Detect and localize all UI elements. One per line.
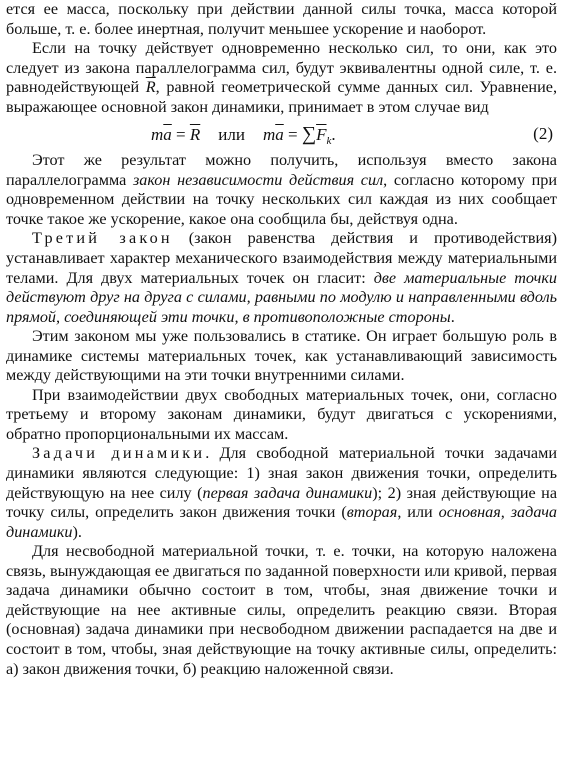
paragraph-8 bbox=[6, 542, 557, 679]
paragraph-4-text-b: . bbox=[450, 307, 455, 326]
paragraph-8-text: Для несвободной материальной точки, т. е. точки, на которую наложена связь, вынуждающая ее двигаться по заданной поверхности или кривой, первая задача динамики обычно состоит в том, чтобы, зная движение точки и действующие на нее активные силы, определить реакцию связи. Вторая (основная) задача динамики при несвободном движении распадается на две и состоит в том, чтобы, зная действующие на точку активные силы, определить: а) закон движения точки, б) реакцию наложенной связи. bbox=[6, 542, 557, 678]
paragraph-7-italic-c: основная, задача динамики bbox=[6, 503, 558, 541]
paragraph-7-text-b: ); 2) зная действующие на точку силы, определить закон движения точки ( bbox=[6, 483, 558, 522]
eq-F: $\overline{F}$ bbox=[316, 125, 327, 145]
paragraph-2-text-a: Если на точку действует одновременно несколько сил, то они, как это следует из закона параллелограмма сил, будут эквивалентны одной силе, т. е. равнодействующей bbox=[6, 39, 557, 97]
paragraph-2-text-b: , равной геометрической сумме данных сил. Уравнение, выражающее основной закон динамики, принимает в этом случае вид bbox=[6, 78, 557, 116]
equation-row bbox=[6, 117, 557, 151]
paragraph-6-text: При взаимодействии двух свободных материальных точек, они, согласно третьему и второму законам динамики, будут двигаться с ускорениями, обратно пропорциональными их массам. bbox=[6, 385, 557, 443]
paragraph-3-text-a: Этот же результат можно получить, используя вместо закона параллелограмма bbox=[6, 151, 557, 189]
eq-or: или bbox=[218, 125, 245, 145]
paragraph-3-text-b: , согласно которому при одновременном действии на точку нескольких сил каждая из них сообщает точке такое же ускорение, какое она сообщила бы, действуя одна. bbox=[6, 170, 558, 228]
paragraph-7-text-d: ). bbox=[72, 522, 82, 541]
paragraph-7-italic-a: первая задача динамики bbox=[202, 483, 373, 502]
eq-k: k bbox=[326, 135, 332, 148]
paragraph-7 bbox=[6, 444, 557, 542]
eq-equals-2: = bbox=[283, 125, 302, 145]
paragraph-1-text: ется ее масса, поскольку при действии данной силы точка, масса которой больше, т. е. более инертная, получит меньшее ускорение и наоборот. bbox=[6, 0, 557, 38]
paragraph-5 bbox=[6, 327, 557, 386]
paragraph-1 bbox=[6, 0, 557, 39]
paragraph-6 bbox=[6, 386, 557, 445]
paragraph-7-text-c: , или bbox=[397, 503, 439, 522]
paragraph-4 bbox=[6, 229, 557, 327]
paragraph-7-italic-b: вторая bbox=[346, 503, 398, 522]
equation-number: (2) bbox=[533, 124, 553, 144]
eq-R: $\overline{R}$ bbox=[189, 125, 201, 145]
eq-m: m bbox=[151, 125, 164, 145]
eq-a: $\overline{a}$ bbox=[163, 125, 172, 145]
paragraph-3-italic: закон независимости действия сил bbox=[132, 170, 384, 189]
eq-m2: m bbox=[262, 125, 276, 145]
equation bbox=[151, 117, 336, 158]
eq-a2: $\overline{a}$ bbox=[275, 125, 284, 145]
vector-R-symbol: $\overline{R}$ bbox=[145, 78, 156, 97]
third-law-heading: Третий закон bbox=[32, 229, 173, 248]
paragraph-4-italic: две материальные точки действуют друг на друга с силами, равными по модулю и направленными вдоль прямой, соединяющей эти точки, в противоположные стороны bbox=[6, 268, 557, 326]
dynamics-problems-heading: Задачи динамики bbox=[32, 444, 206, 463]
paragraph-4-text-a: (закон равенства действия и противодействия) устанавливает характер механического взаимодействия между материальными телами. Для двух материальных точек он гласит: bbox=[6, 229, 557, 287]
eq-dot: . bbox=[331, 125, 336, 145]
paragraph-5-text: Этим законом мы уже пользовались в статике. Он играет большую роль в динамике системы материальных точек, как устанавливающий зависимость между действующими на эти точки внутренними силами. bbox=[6, 327, 557, 385]
paragraph-7-text-a: . Для свободной материальной точки задачами динамики являются следующие: 1) зная закон движения точки, определить действующую на нее силу ( bbox=[6, 444, 557, 502]
paragraph-3 bbox=[6, 151, 557, 229]
eq-sum-symbol: ∑ bbox=[301, 123, 317, 146]
paragraph-2 bbox=[6, 39, 557, 117]
eq-equals: = bbox=[171, 125, 190, 145]
